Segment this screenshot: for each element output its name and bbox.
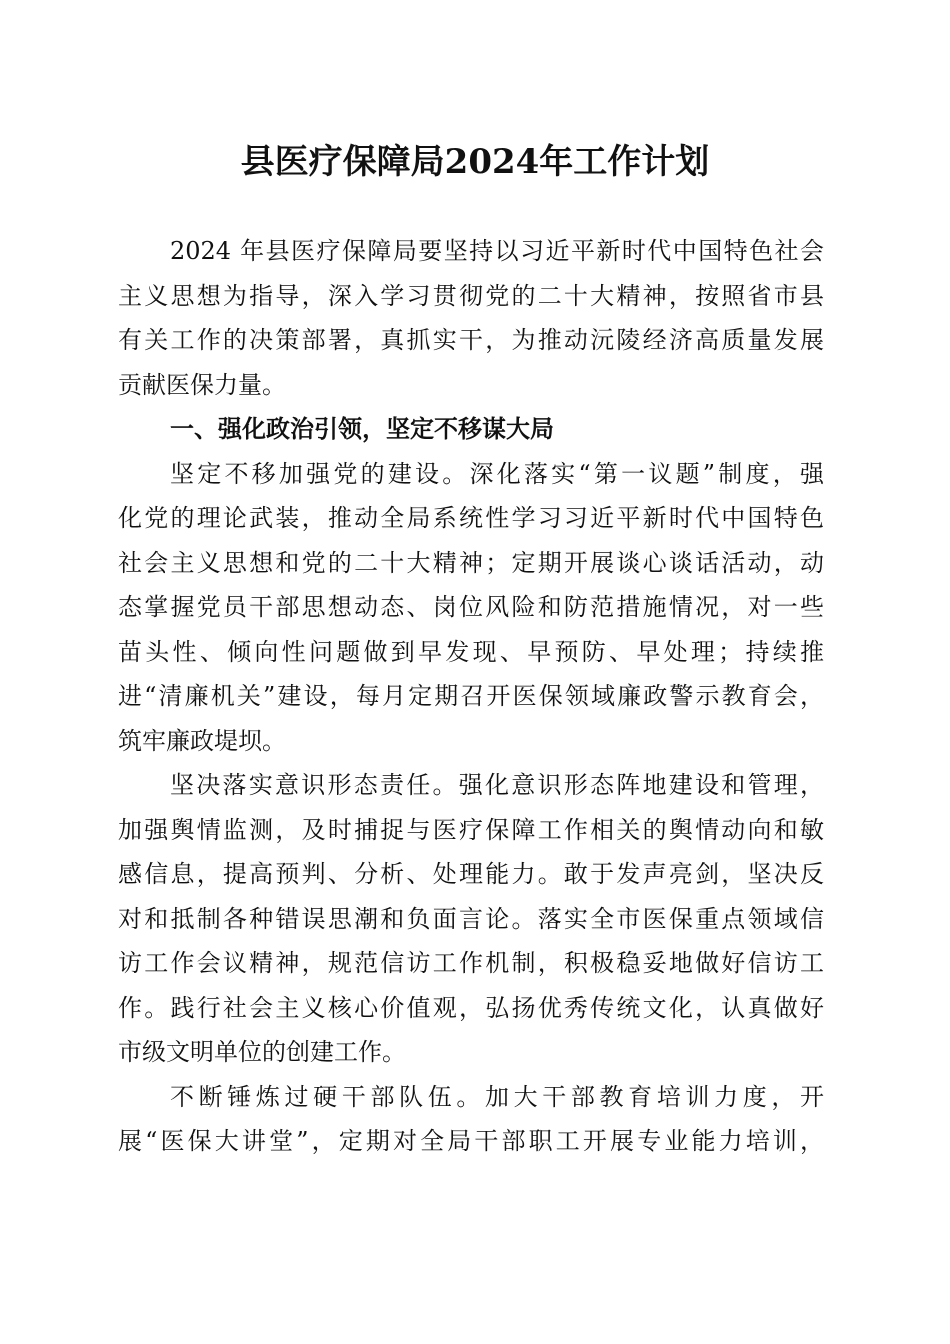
text-line: 苗头性、倾向性问题做到早发现、早预防、早处理；持续推 [118,637,824,666]
text-line: 市级文明单位的创建工作。 [118,1038,406,1066]
text-line: 主义思想为指导，深入学习贯彻党的二十大精神，按照省市县 [118,281,824,310]
text-line: 坚决落实意识形态责任。强化意识形态阵地建设和管理， [170,771,824,799]
paragraph [118,452,824,764]
text-line: 展“医保大讲堂”，定期对全局干部职工开展专业能力培训， [118,1127,824,1155]
text-line: 不断锤炼过硬干部队伍。加大干部教育培训力度，开 [170,1082,824,1111]
text-line: 筑牢廉政堤坝。 [118,726,286,755]
text-line: 态掌握党员干部思想动态、岗位风险和防范措施情况，对一些 [118,593,824,621]
text-line: 作。践行社会主义核心价值观，弘扬优秀传统文化，认真做好 [118,993,824,1022]
paragraph [118,1075,824,1164]
document-body [118,229,824,1164]
text-line: 加强舆情监测，及时捕捉与医疗保障工作相关的舆情动向和敏 [118,815,824,844]
text-line: 贡献医保力量。 [118,370,286,399]
text-line: 对和抵制各种错误思潮和负面言论。落实全市医保重点领域信 [118,904,824,933]
text-line: 一、强化政治引领，坚定不移谋大局 [170,415,554,443]
document-title: 县医疗保障局2024年工作计划 [240,142,710,182]
text-line: 社会主义思想和党的二十大精神；定期开展谈心谈话活动，动 [118,548,824,577]
paragraph [118,229,824,407]
text-line: 有关工作的决策部署，真抓实干，为推动沅陵经济高质量发展 [118,326,824,354]
section-heading [118,407,824,452]
text-line: 2024 年县医疗保障局要坚持以习近平新时代中国特色社会 [170,237,824,265]
text-line: 感信息，提高预判、分析、处理能力。敢于发声亮剑，坚决反 [118,860,824,888]
paragraph [118,763,824,1075]
text-line: 化党的理论武装，推动全局系统性学习习近平新时代中国特色 [118,504,824,532]
text-line: 访工作会议精神，规范信访工作机制，积极稳妥地做好信访工 [118,949,824,977]
text-line: 坚定不移加强党的建设。深化落实“第一议题”制度，强 [170,459,824,488]
text-line: 进“清廉机关”建设，每月定期召开医保领域廉政警示教育会， [118,682,824,710]
